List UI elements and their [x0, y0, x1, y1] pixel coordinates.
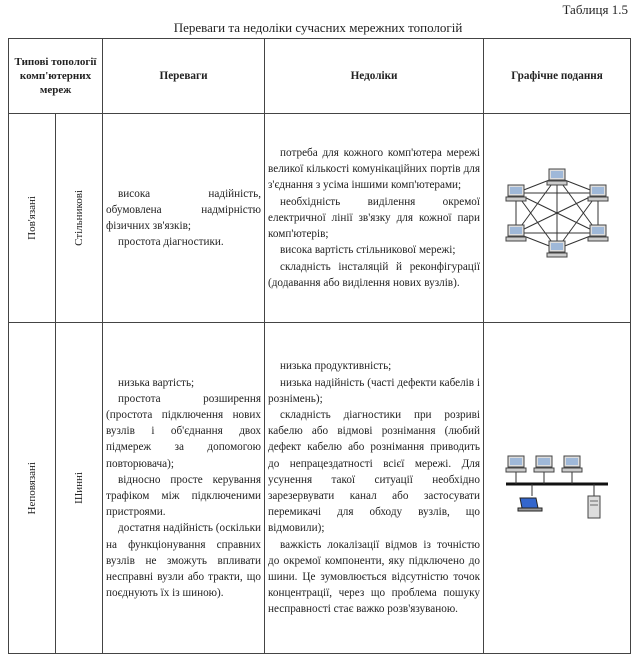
list-item: складність інсталяцій й реконфігурації (додавання або виділення нових вузлів). — [268, 260, 481, 289]
list-item: складність діагностики при розриві кабелю або відмові рознімання (любий дефект кабелю або рознімання приводить до непрацездатності всієї мережі. Для усунення такої ситуації необхідно зарезервувати канал або застосувати перемикачі для обходу вузлів, що відмовили); — [268, 408, 481, 535]
header-types: Типові топології комп'ютерних мереж — [9, 39, 103, 114]
header-disadvantages: Недоліки — [265, 39, 484, 114]
group-label: Пов'язані — [25, 196, 38, 240]
bus-topology-diagram — [502, 450, 612, 520]
list-item: низька продуктивність; — [280, 360, 392, 373]
list-item: низька вартість; — [118, 376, 195, 389]
topology-table — [8, 38, 631, 654]
bus-illustration-cell — [484, 323, 631, 654]
list-item: висока вартість стільникової мережі; — [280, 244, 456, 257]
mesh-topology-diagram — [502, 165, 612, 265]
header-row — [9, 39, 631, 114]
computer-icon — [506, 456, 582, 472]
list-item: низька надійність (часті дефекти кабелів і рознімень); — [268, 376, 481, 405]
list-item: висока надійність, обумовлена надмірністю фізичних зв'язків; — [106, 187, 262, 232]
table-title: Переваги та недоліки сучасних мережних топологій — [173, 20, 463, 35]
disadvantages-cell — [265, 114, 484, 323]
header-advantages: Переваги — [103, 39, 265, 114]
table-row — [9, 323, 631, 654]
table-row — [9, 114, 631, 323]
list-item: простота розширення (простота підключення нових вузлів і об'єднання двох підмереж за допомогою повторювача); — [106, 392, 262, 470]
list-item: простота діагностики. — [118, 236, 224, 249]
advantages-cell — [103, 114, 265, 323]
laptop-icon — [518, 498, 542, 511]
header-graphic: Графічне подання — [484, 39, 631, 114]
list-item: достатня надійність (оскільки на функціонування справних вузлів не зможуть впливати несправні вузли або тракти, що поєднують їх із шиною). — [106, 522, 262, 600]
table-number: Таблиця 1.5 — [562, 2, 628, 17]
advantages-cell — [103, 323, 265, 654]
list-item: важкість локалізації відмов із точністю до окремої компоненти, яку підключено до шини. Це зумовлюється відсутністю точок концентрації, через що проблема пошуку несправності стає важко розв'язуваною. — [268, 538, 481, 616]
list-item: необхідність виділення окремої електричної лінії зв'язку для кожної пари комп'ютерів; — [268, 195, 481, 241]
disadvantages-cell — [265, 323, 484, 654]
topology-label: Стільникові — [72, 190, 85, 246]
mesh-illustration-cell — [484, 114, 631, 323]
list-item: відносно просте керування трафіком між підключеними пристроями. — [106, 473, 262, 519]
topology-label: Шинні — [72, 472, 85, 504]
group-label: Неповязані — [25, 461, 38, 515]
list-item: потреба для кожного комп'ютера мережі великої кількості комунікаційних портів для з'єднання з усіма іншими комп'ютерами; — [268, 147, 481, 192]
server-icon — [588, 496, 600, 518]
